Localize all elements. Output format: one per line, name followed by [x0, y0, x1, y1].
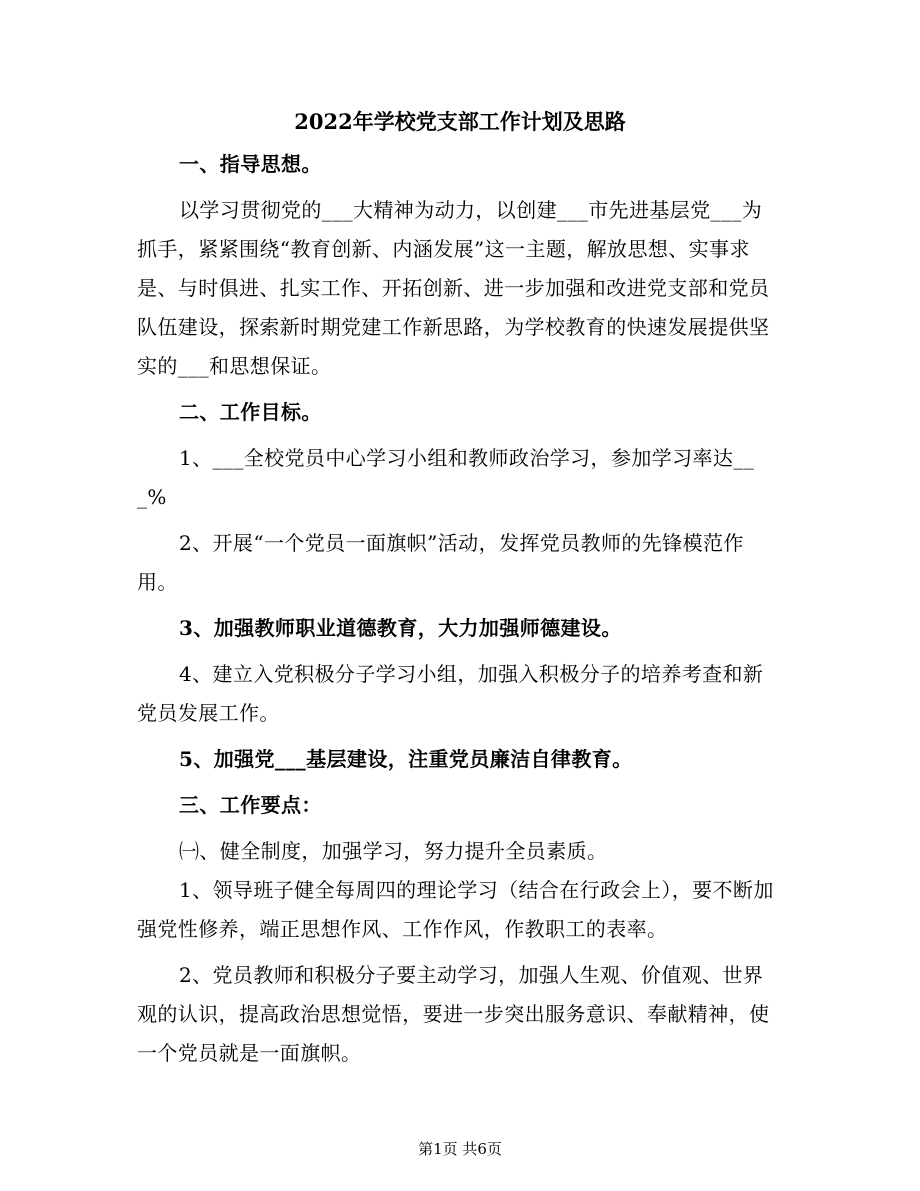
key-point-subheading-1: ㈠、健全制度，加强学习，努力提升全员素质。	[179, 839, 608, 863]
key-point-item-1: 1、领导班子健全每周四的理论学习（结合在行政会上），要不断加强党性修养，端正思想作风、工作作风，作教职工的表率。	[137, 878, 774, 941]
goal-item-4: 4、建立入党积极分子学习小组，加强入积极分子的培养考查和新党员发展工作。	[137, 662, 764, 725]
section-heading-guiding-thought: 一、指导思想。	[179, 152, 322, 176]
document-body	[137, 145, 777, 1073]
goal-item-5: 5、加强党___基层建设，注重党员廉洁自律教育。	[179, 747, 633, 771]
page-footer: 第1页 共6页	[418, 1140, 502, 1158]
goal-item-3: 3、加强教师职业道德教育，大力加强师德建设。	[179, 616, 622, 640]
section-heading-key-points: 三、工作要点：	[179, 793, 322, 817]
key-point-item-2: 2、党员教师和积极分子要主动学习，加强人生观、价值观、世界观的认识，提高政治思想觉悟，要进一步突出服务意识、奉献精神，使一个党员就是一面旗帜。	[137, 963, 770, 1065]
section-heading-work-goals: 二、工作目标。	[179, 400, 322, 424]
paragraph-guiding-thought: 以学习贯彻党的___大精神为动力，以创建___市先进基层党___为抓手，紧紧围绕“教育创新、内涵发展”这一主题，解放思想、实事求是、与时俱进、扎实工作、开拓创新、进一步加强和改进党支部和党员队伍建设，探索新时期党建工作新思路，为学校教育的快速发展提供坚实的___和思想保证。	[137, 198, 770, 378]
document-title: 2022年学校党支部工作计划及思路	[294, 109, 626, 134]
goal-item-2: 2、开展“一个党员一面旗帜”活动，发挥党员教师的先锋模范作用。	[137, 531, 744, 594]
goal-item-1: 1、___全校党员中心学习小组和教师政治学习，参加学习率达___%	[137, 446, 755, 509]
